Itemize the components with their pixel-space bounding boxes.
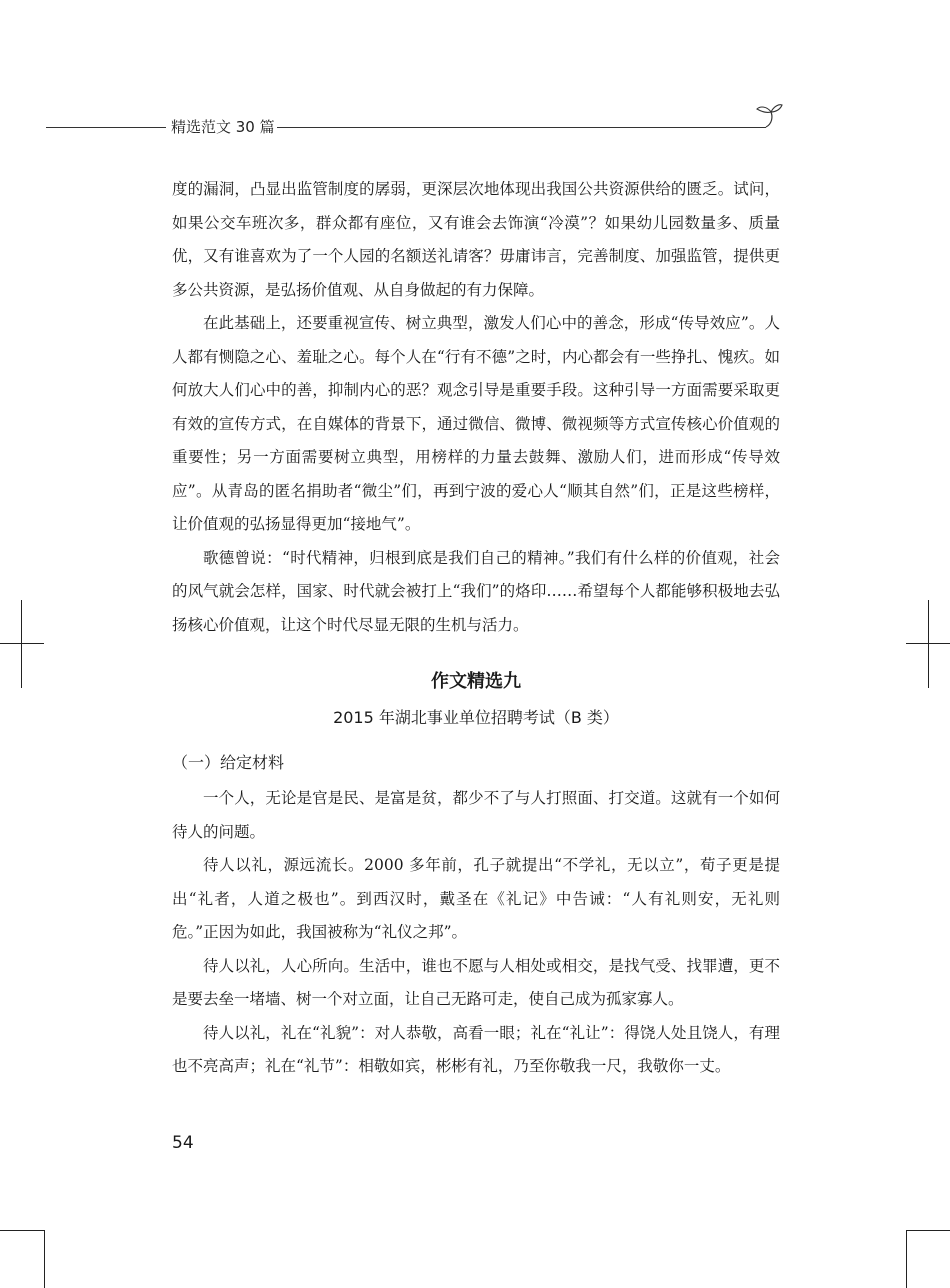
crop-mark — [0, 1230, 44, 1231]
running-title: 精选范文 30 篇 — [171, 118, 275, 136]
page-number: 54 — [172, 1133, 194, 1153]
paragraph: 待人以礼，人心所向。生活中，谁也不愿与人相处或相交，是找气受、找罪遭，更不是要去垒一堵墙、树一个对立面，让自己无路可走，使自己成为孤家寡人。 — [172, 956, 780, 1008]
paragraph: 一个人，无论是官是民、是富是贫，都少不了与人打照面、打交道。这就有一个如何待人的问题。 — [172, 789, 780, 841]
crop-mark — [906, 1230, 907, 1288]
paragraph: 在此基础上，还要重视宣传、树立典型，激发人们心中的善念，形成“传导效应”。人人都有恻隐之心、羞耻之心。每个人在“行有不德”之时，内心都会有一些挣扎、愧疚。如何放大人们心中的善，抑制内心的恶？观念引导是重要手段。这种引导一方面需要采取更有效的宣传方式，在自媒体的背景下，通过微信、微博、微视频等方式宣传核心价值观的重要性；另一方面需要树立典型，用榜样的力量去鼓舞、激励人们，进而形成“传导效应”。从青岛的匿名捐助者“微尘”们，再到宁波的爱心人“顺其自然”们，正是这些榜样，让价值观的弘扬显得更加“接地气”。 — [172, 314, 780, 533]
paragraph: 待人以礼，源远流长。2000 多年前，孔子就提出“不学礼，无以立”，荀子更是提出“礼者，人道之极也”。到西汉时，戴圣在《礼记》中告诫：“人有礼则安，无礼则危。”正因为如此，我国被称为“礼仪之邦”。 — [172, 856, 780, 941]
paragraph: 度的漏洞，凸显出监管制度的孱弱，更深层次地体现出我国公共资源供给的匮乏。试问，如果公交车班次多，群众都有座位，又有谁会去饰演“冷漠”？如果幼儿园数量多、质量优，又有谁喜欢为了一个人园的名额送礼请客？毋庸讳言，完善制度、加强监管，提供更多公共资源，是弘扬价值观、从自身做起的有力保障。 — [172, 180, 780, 299]
sprout-icon — [754, 100, 784, 132]
crop-mark — [906, 1230, 950, 1231]
material-text — [172, 782, 780, 1084]
header-rule-right — [270, 127, 766, 128]
section-title: 作文精选九 — [431, 671, 521, 692]
crop-mark — [44, 1230, 45, 1288]
section-subtitle: 2015 年湖北事业单位招聘考试（B 类） — [333, 708, 619, 727]
crop-mark — [928, 600, 929, 688]
crop-mark — [21, 600, 22, 688]
material-heading: （一）给定材料 — [172, 753, 285, 772]
paragraph: 待人以礼，礼在“礼貌”：对人恭敬，高看一眼；礼在“礼让”：得饶人处且饶人，有理也不亮高声；礼在“礼节”：相敬如宾，彬彬有礼，乃至你敬我一尺，我敬你一丈。 — [172, 1023, 780, 1075]
crop-mark — [906, 643, 950, 644]
article-continuation — [172, 173, 780, 642]
paragraph: 歌德曾说：“时代精神，归根到底是我们自己的精神。”我们有什么样的价值观，社会的风气就会怎样，国家、时代就会被打上“我们”的烙印……希望每个人都能够积极地去弘扬核心价值观，让这个时代尽显无限的生机与活力。 — [172, 548, 780, 634]
header-rule-left — [46, 127, 166, 128]
crop-mark — [0, 643, 44, 644]
